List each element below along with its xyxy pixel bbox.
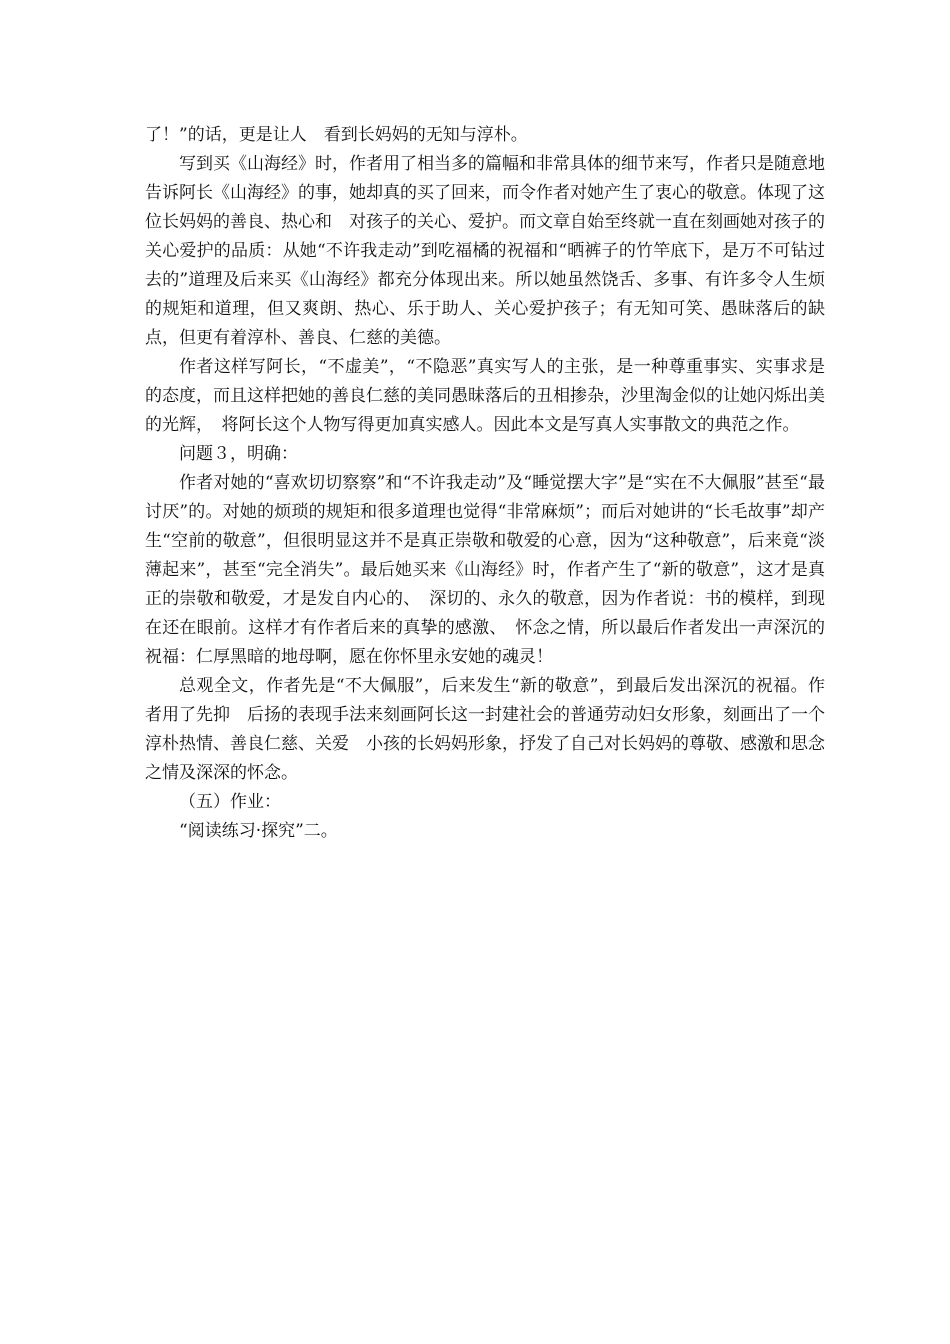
paragraph-3: 作者这样写阿长，“不虚美”，“不隐恶”真实写人的主张，是一种尊重事实、实事求是的态度，而且这样把她的善良仁慈的美同愚昧落后的丑相掺杂，沙里淘金似的让她闪烁出美的光辉， 将阿长这个人物写得更加真实感人。因此本文是写真人实事散文的典范之作。 — [145, 357, 825, 435]
paragraph-7: （五）作业： — [179, 792, 281, 812]
document-page — [145, 121, 825, 846]
paragraph-4: 问题３，明确： — [179, 444, 298, 464]
paragraph-8: “阅读练习·探究”二。 — [179, 821, 338, 841]
paragraph-6: 总观全文，作者先是“不大佩服”，后来发生“新的敬意”，到最后发出深沉的祝福。作者用了先抑 后扬的表现手法来刻画阿长这一封建社会的普通劳动妇女形象，刻画出了一个淳朴热情、善良仁慈、关爱 小孩的长妈妈形象，抒发了自己对长妈妈的尊敬、感激和思念之情及深深的怀念。 — [145, 676, 825, 783]
paragraph-1: 了！”的话，更是让人 看到长妈妈的无知与淳朴。 — [145, 125, 528, 145]
paragraph-5: 作者对她的“喜欢切切察察”和“不许我走动”及“睡觉摆大字”是“实在不大佩服”甚至“最讨厌”的。对她的烦琐的规矩和很多道理也觉得“非常麻烦”；而后对她讲的“长毛故事”却产生“空前的敬意”，但很明显这并不是真正崇敬和敬爱的心意，因为“这种敬意”，后来竟“淡薄起来”，甚至“完全消失”。最后她买来《山海经》时，作者产生了“新的敬意”，这才是真正的崇敬和敬爱，才是发自内心的、 深切的、永久的敬意，因为作者说：书的模样，到现在还在眼前。这样才有作者后来的真挚的感激、 怀念之情，所以最后作者发出一声深沉的祝福：仁厚黑暗的地母啊，愿在你怀里永安她的魂灵！ — [145, 473, 825, 667]
paragraph-2: 写到买《山海经》时，作者用了相当多的篇幅和非常具体的细节来写，作者只是随意地告诉阿长《山海经》的事，她却真的买了回来，而令作者对她产生了衷心的敬意。体现了这位长妈妈的善良、热心和 对孩子的关心、爱护。而文章自始至终就一直在刻画她对孩子的关心爱护的品质：从她“不许我走动”到吃福橘的祝福和“晒裤子的竹竿底下，是万不可钻过去的”道理及后来买《山海经》都充分体现出来。所以她虽然饶舌、多事、有许多令人生烦的规矩和道理，但又爽朗、热心、乐于助人、关心爱护孩子；有无知可笑、愚昧落后的缺点，但更有着淳朴、善良、仁慈的美德。 — [145, 154, 825, 348]
